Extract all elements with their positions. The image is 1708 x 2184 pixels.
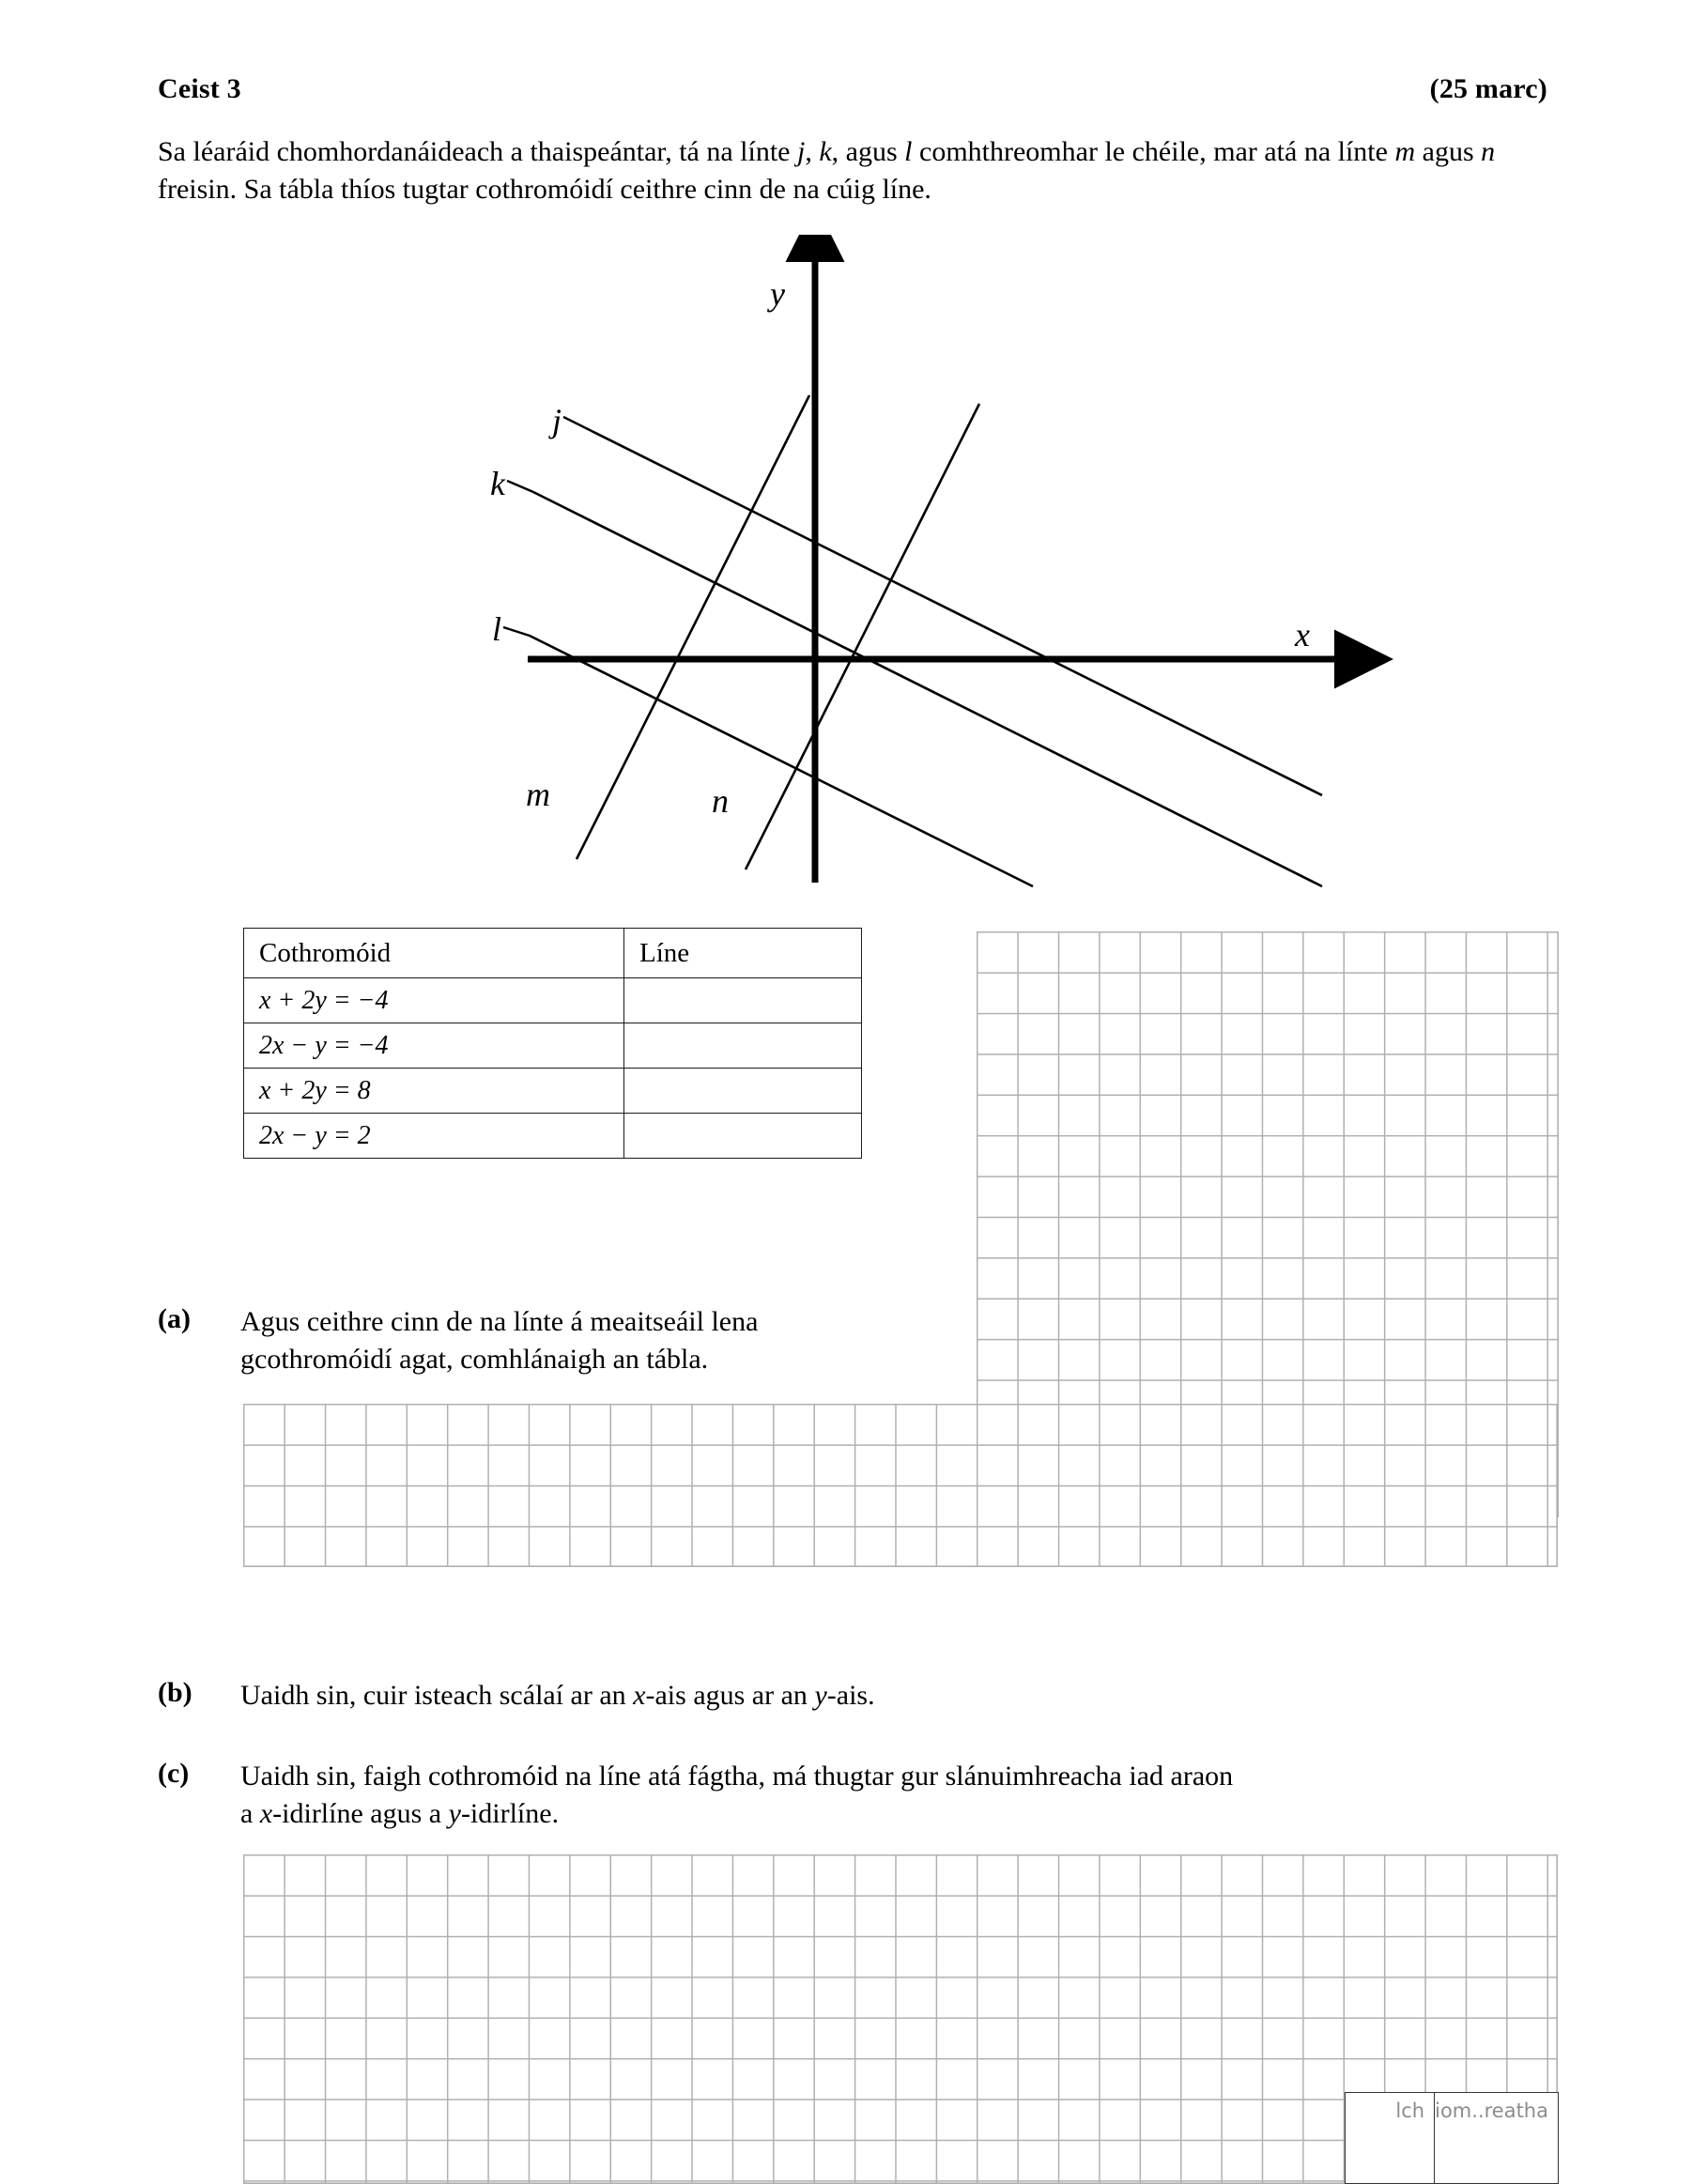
page-number-cell[interactable]: lch [1346,2093,1435,2183]
line-answer-cell[interactable] [624,1114,862,1159]
part-a-line2: gcothromóidí agat, comhlánaigh an tábla. [240,1344,709,1375]
running-total-cell[interactable]: iom..reatha [1435,2099,1548,2122]
line-k [533,492,1322,886]
part-c-text-2: -idirlíne agus a [272,1798,449,1829]
part-c-text [240,1758,1233,1833]
intro-line-n: n [1481,136,1496,167]
line-answer-cell[interactable] [624,1069,862,1114]
intro-paragraph [158,133,1538,208]
column-header-line: Líne [624,929,862,978]
marks-badge: (25 marc) [1429,73,1547,104]
part-c-line1: Uaidh sin, faigh cothromóid na líne atá fágtha, má thugtar gur slánuimhreacha iad araon [240,1761,1234,1792]
question-header [158,73,1547,105]
intro-line-k: k [819,136,832,167]
table-header-row [244,929,862,978]
part-b-y-var: y [814,1680,827,1711]
table-row [244,978,862,1023]
x-axis-label: x [1295,616,1310,654]
part-c-y-var: y [448,1798,461,1829]
part-a-text [240,1303,909,1378]
intro-line-j: j [797,136,806,167]
intro-line1-part2: comhthreomhar le chéile, mar [912,136,1257,167]
part-b-x-var: x [633,1680,646,1711]
part-c-line2 [240,1795,1233,1833]
part-c-text-1: a [240,1798,260,1829]
equation-text: x + 2y = −4 [259,986,389,1015]
table-row [244,1114,862,1159]
table-row [244,1023,862,1069]
part-b [158,1677,1285,1715]
line-m [577,395,809,859]
part-b-label: (b) [158,1677,192,1708]
label-m: m [526,776,550,813]
label-l: l [491,610,501,648]
line-l [530,636,1033,886]
part-c [158,1758,1547,1833]
part-c-label: (c) [158,1758,190,1789]
part-a-label: (a) [158,1303,191,1334]
part-a-line1: Agus ceithre cinn de na línte á meaitseáil lena [240,1306,759,1337]
table-row [244,1069,862,1114]
part-a [158,1303,909,1378]
intro-line1-sep1: , [805,136,820,167]
part-c-text-3: -idirlíne. [460,1798,560,1829]
y-axis-label: y [770,275,785,313]
intro-line2-part2: freisin. Sa tábla thíos tugtar cothromóidí ceithre cinn de na cúig líne. [158,174,931,205]
equation-text: 2x − y = 2 [259,1121,371,1150]
intro-line-l: l [904,136,913,167]
equation-text: x + 2y = 8 [259,1076,371,1105]
part-b-text-2: -ais agus ar an [645,1680,815,1711]
examiner-stamp-box [1345,2092,1559,2184]
leader-j [563,417,592,431]
label-k: k [490,465,505,502]
intro-line1-sep2: , agus [831,136,905,167]
answer-grid-middle[interactable] [243,1404,1558,1567]
intro-line2-sep1: agus [1415,136,1482,167]
page-title: Ceist 3 [158,73,241,104]
equation-cell [244,1069,624,1114]
part-b-text [240,1677,875,1715]
line-answer-cell[interactable] [624,978,862,1023]
column-header-equation: Cothromóid [244,929,624,978]
intro-line-m: m [1394,136,1416,167]
part-b-text-3: -ais. [826,1680,875,1711]
equation-cell [244,978,624,1023]
line-answer-cell[interactable] [624,1023,862,1069]
label-j: j [551,402,562,439]
equation-cell [244,1114,624,1159]
equation-table [243,928,862,1159]
part-b-text-1: Uaidh sin, cuir isteach scálaí ar an [240,1680,634,1711]
intro-line1-part1: Sa léaráid chomhordanáideach a thaispeántar, tá na línte [158,136,797,167]
equation-cell [244,1023,624,1069]
part-c-x-var: x [259,1798,273,1829]
coordinate-diagram [0,235,1708,892]
intro-line2-part1: atá na línte [1264,136,1395,167]
leader-l [503,627,530,636]
leader-k [507,481,533,492]
equation-text: 2x − y = −4 [259,1031,389,1060]
line-n [746,404,979,869]
label-n: n [712,782,729,820]
